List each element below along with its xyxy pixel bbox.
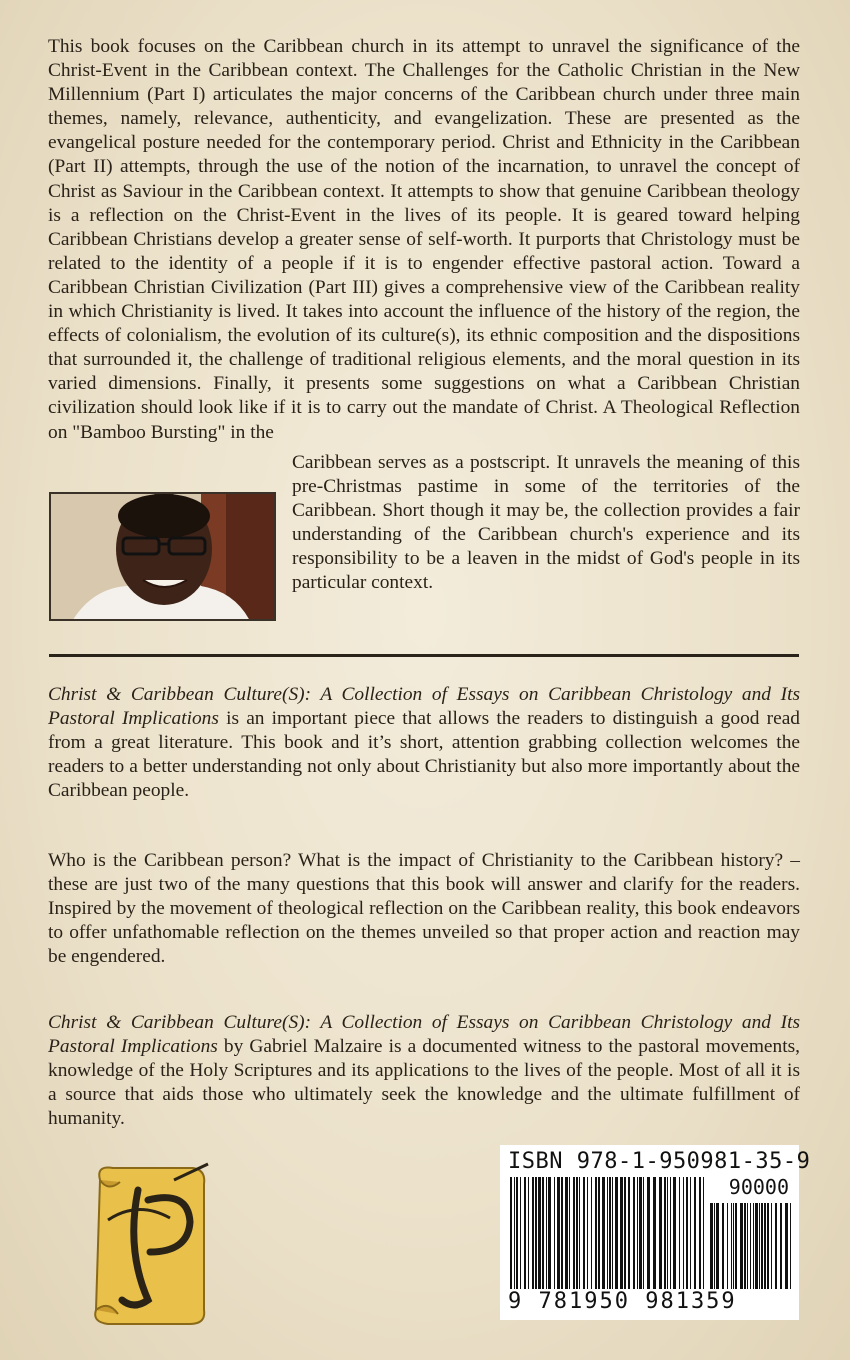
barcode-bar	[659, 1177, 662, 1289]
barcode-bar	[612, 1177, 613, 1289]
barcode-bar	[520, 1177, 521, 1289]
barcode-bar	[561, 1177, 563, 1289]
barcode-bar	[679, 1177, 680, 1289]
review-paragraph-2: Who is the Caribbean person? What is the impact of Christianity to the Caribbean history? – these are just two of the many questions that this book will answer and clarify for the readers. Inspired by the movement of theological reflection on the Caribbean reality, this book endeavors to offer unfathomable reflection on the themes unveiled so that proper action and reaction may be engendered.	[48, 850, 800, 968]
barcode-bar	[587, 1177, 588, 1289]
barcode-bar	[535, 1177, 537, 1289]
book-title: Christ & Caribbean Culture(S): A Collection of Essays on Caribbean Christology and Its Pastoral Implications	[48, 684, 800, 730]
isbn-label: ISBN 978-1-950981-35-9	[508, 1149, 811, 1174]
barcode-bar	[569, 1177, 570, 1289]
barcode-bar	[528, 1177, 529, 1289]
barcode-bar	[548, 1177, 551, 1289]
barcode-bar	[744, 1203, 746, 1289]
barcode-bar	[761, 1203, 763, 1289]
barcode-bar	[598, 1177, 600, 1289]
barcode-bar	[747, 1203, 748, 1289]
barcode-bar	[670, 1177, 671, 1289]
review-text: is an important piece that allows the readers to distinguish a good read from a great literature. This book and it’s short, attention grabbing collection welcomes the readers to a better understanding not only about Christianity but also more importantly about the Caribbean people.	[48, 708, 801, 802]
barcode-bar	[716, 1203, 719, 1289]
author-photo	[49, 492, 276, 621]
barcode-bar	[755, 1203, 758, 1289]
barcode-bar	[591, 1177, 592, 1289]
barcode-bar	[510, 1177, 512, 1289]
barcode-bar	[771, 1203, 772, 1289]
barcode-bar	[694, 1177, 696, 1289]
review-paragraph-3	[48, 1011, 800, 1131]
barcode-bar	[609, 1177, 611, 1289]
description-paragraph-wrapped: Caribbean serves as a postscript. It unravels the meaning of this pre-Christmas pastime in some of the territories of the Caribbean. Short though it may be, the collection provides a fair understanding of the Caribbean church's experience and its responsibility to be a leaven in the midst of God's people in its particular context.	[292, 452, 800, 594]
barcode-bar	[620, 1177, 623, 1289]
barcode-bar	[628, 1177, 630, 1289]
review-text: by Gabriel Malzaire is a documented witness to the pastoral movements, knowledge of the Holy Scriptures and its applications to the lives of the people. Most of all it is a source that aids those who ultimately seek the knowledge and the ultimate fulfillment of humanity.	[48, 1036, 800, 1130]
barcode-bar	[667, 1177, 668, 1289]
barcode-bar	[710, 1203, 713, 1289]
barcode-bar	[731, 1203, 732, 1289]
barcode-bar	[764, 1203, 766, 1289]
barcode-bar	[643, 1177, 644, 1289]
barcode-number: 9 781950 981359	[508, 1289, 737, 1314]
description-paragraph: This book focuses on the Caribbean church in its attempt to unravel the significance of the Christ-Event in the Caribbean context. The Challenges for the Catholic Christian in the New Millennium (Part I) articulates the major concerns of the Caribbean church under three main themes, namely, relevance, authenticity, and evangelization. These are presented as the evangelical posture needed for the contemporary period. Christ and Ethnicity in the Caribbean (Part II) attempts, through the use of the notion of the incarnation, to unravel the concept of Christ as Saviour in the Caribbean context. It attempts to show that genuine Caribbean theology is a reflection on the Christ-Event in the lives of its people. It is geared toward helping Caribbean Christians develop a greater sense of self-worth. It purports that Christology must be related to the identity of a people if it is to engender effective pastoral action. Toward a Caribbean Christian Civilization (Part III) gives a comprehensive view of the Caribbean reality in which Christianity is lived. It takes into account the influence of the history of the region, the effects of colonialism, the evolution of its culture(s), its ethnic composition and the dispositions that surrounded it, the challenge of traditional religious elements, and the moral question in its varied dimensions. Finally, it presents some suggestions on what a Caribbean Christian civilization should look like if it is to carry out the mandate of Christ. A Theological Reflection on "Bamboo Bursting" in the	[48, 36, 800, 443]
barcode-bar	[759, 1203, 760, 1289]
barcode-bar	[733, 1203, 734, 1289]
barcode-bar	[615, 1177, 618, 1289]
barcode-bar	[576, 1177, 578, 1289]
barcode-bar	[753, 1203, 754, 1289]
barcode-bar	[514, 1177, 515, 1289]
barcode-bar	[673, 1177, 676, 1289]
barcode-bar	[767, 1203, 769, 1289]
barcode-bar	[740, 1203, 743, 1289]
barcode-bar	[637, 1177, 638, 1289]
barcode-bar	[780, 1203, 782, 1289]
barcode-bar	[633, 1177, 635, 1289]
barcode-bar	[565, 1177, 568, 1289]
barcode-bar	[573, 1177, 575, 1289]
barcode-bar	[735, 1203, 737, 1289]
barcode-bar	[699, 1177, 701, 1289]
barcode-bar	[579, 1177, 580, 1289]
barcode-bar	[602, 1177, 605, 1289]
isbn-barcode	[500, 1145, 811, 1320]
barcode-bar	[647, 1177, 650, 1289]
publisher-logo	[78, 1160, 218, 1330]
barcode-bar	[727, 1203, 728, 1289]
barcode-bar	[546, 1177, 547, 1289]
review-paragraph-1	[48, 683, 800, 803]
barcode-bar	[653, 1177, 656, 1289]
barcode-bar	[607, 1177, 608, 1289]
barcode-bar	[775, 1203, 777, 1289]
barcode-bar	[690, 1177, 691, 1289]
barcode-bar	[624, 1177, 626, 1289]
section-divider	[49, 654, 799, 657]
price-code: 90000	[728, 1175, 789, 1199]
barcode-bar	[554, 1177, 555, 1289]
barcode-bar	[639, 1177, 642, 1289]
barcode-bar	[686, 1177, 688, 1289]
barcode-bar	[683, 1177, 684, 1289]
barcode-bar	[664, 1177, 666, 1289]
barcode-bar	[785, 1203, 788, 1289]
barcode-bar	[703, 1177, 704, 1289]
book-title: Christ & Caribbean Culture(S): A Collection of Essays on Caribbean Christology and Its Pastoral Implications	[48, 1012, 800, 1058]
barcode-bar	[542, 1177, 544, 1289]
barcode-bar	[790, 1203, 791, 1289]
barcode-bar	[557, 1177, 560, 1289]
barcode-bar	[750, 1203, 751, 1289]
barcode-bar	[516, 1177, 518, 1289]
barcode-bar	[595, 1177, 597, 1289]
barcode-bar	[538, 1177, 541, 1289]
barcode-bar	[714, 1203, 715, 1289]
barcode-bar	[532, 1177, 534, 1289]
barcode-bar	[722, 1203, 724, 1289]
barcode-bar	[583, 1177, 585, 1289]
barcode-bar	[524, 1177, 526, 1289]
